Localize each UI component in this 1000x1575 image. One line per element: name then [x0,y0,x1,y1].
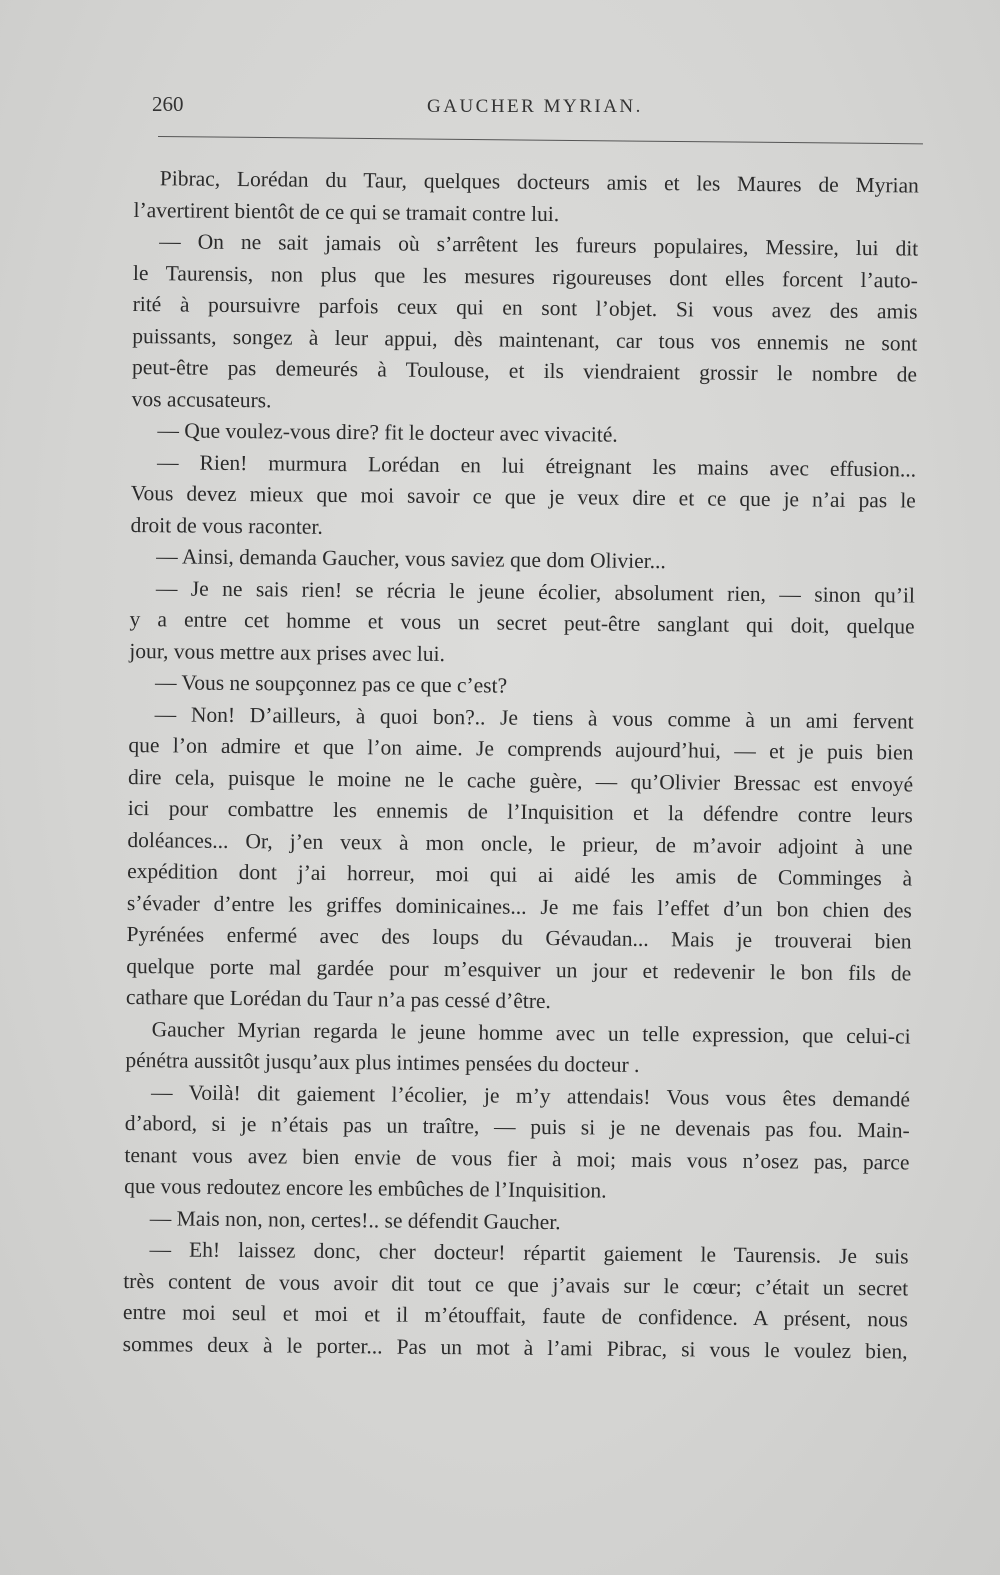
text-line: très content de vous avoir dit tout ce que j’avais sur le cœur; c’était un secret [123,1268,909,1300]
text-line: que vous redoutez encore les embûches de l’Inquisition. [124,1173,607,1203]
text-line: d’abord, si je n’étais pas un traître, — puis si je ne devenais pas fou. Main- [124,1110,910,1143]
text-line: — Mais non, non, certes!.. se défendit Gaucher. [149,1205,561,1234]
text-line: entre moi seul et moi et il m’étouffait, faute de confidence. A présent, nous [122,1299,909,1332]
text-line: Pibrac, Lorédan du Taur, quelques docteurs amis et les Maures de Myrian [159,166,919,198]
text-line: — On ne sait jamais où s’arrêtent les fureurs populaires, Messire, lui dit [159,229,919,261]
text-line: — Rien! murmura Lorédan en lui étreignant les mains avec effusion... [157,449,917,482]
text-line: expédition dont j’ai horreur, moi qui ai aidé les amis de Comminges à [127,858,913,891]
header-rule [158,136,923,144]
text-line: — Je ne sais rien! se récria le jeune écolier, absolument rien, — sinon qu’il [155,575,916,608]
text-line: l’avertirent bientôt de ce qui se tramait contre lui. [133,197,560,226]
text-line: peut-être pas demeurés à Toulouse, et ils viendraient grossir le nombre de [131,354,918,387]
header-title: GAUCHER MYRIAN. [427,96,643,117]
text-line: ici pour combattre les ennemis de l’Inquisition et la défendre contre leurs [127,795,913,828]
text-line: s’évader d’entre les griffes dominicaines... Je me fais l’effet d’un bon chien des [126,890,912,923]
text-line: — Vous ne soupçonnez pas ce que c’est? [154,670,508,698]
text-line: dire cela, puisque le moine ne le cache guère, — qu’Olivier Bressac est envoyé [127,764,914,797]
text-line: — Non! D’ailleurs, à quoi bon?.. Je tiens à vous comme à un ami fervent [154,701,914,734]
text-line: le Taurensis, non plus que les mesures rigoureuses dont elles forcent l’auto- [132,260,919,293]
body-text [123,163,919,1367]
text-line: jour, vous mettre aux prises avec lui. [129,638,446,666]
page-number: 260 [152,92,184,116]
text-line: rité à poursuivre parfois ceux qui en sont l’objet. Si vous avez des amis [132,291,918,324]
text-line: droit de vous raconter. [130,512,323,539]
text-line: vos accusateurs. [131,386,272,412]
text-line: doléances... Or, j’en veux à mon oncle, le prieur, de m’avoir adjoint à une [127,827,913,860]
text-line: — Eh! laissez donc, cher docteur! répartit gaiement le Taurensis. Je suis [149,1237,909,1269]
text-line: Vous devez mieux que moi savoir ce que je veux dire et ce que je n’ai pas le [130,480,916,513]
running-head [152,92,922,122]
text-line: — Ainsi, demanda Gaucher, vous saviez que dom Olivier... [156,544,666,574]
text-line: sommes deux à le porter... Pas un mot à l’ami Pibrac, si vous le voulez bien, [122,1331,908,1363]
text-line: Gaucher Myrian regarda le jeune homme avec un telle expression, que celui-ci [151,1016,911,1048]
text-line: que l’on admire et que l’on aime. Je comprends aujourd’hui, — et je puis bien [128,732,914,765]
text-line: pénétra aussitôt jusqu’aux plus intimes pensées du docteur . [125,1047,640,1077]
text-line: puissants, songez à leur appui, dès maintenant, car tous vos ennemis ne sont [132,323,918,356]
text-line: quelque porte mal gardée pour m’esquiver un jour et redevenir le bon fils de [126,953,912,985]
text-line: tenant vous avez bien envie de vous fier à moi; mais vous n’osez pas, parce [124,1142,910,1174]
text-line: Pyrénées enfermé avec des loups du Gévaudan... Mais je trouverai bien [126,921,912,954]
text-line: — Voilà! dit gaiement l’écolier, je m’y attendais! Vous vous êtes demandé [150,1079,911,1111]
text-line: — Que voulez-vous dire? fit le docteur avec vivacité. [157,418,618,447]
text-line: y a entre cet homme et vous un secret peut-être sanglant qui doit, quelque [129,606,915,639]
text-line: cathare que Lorédan du Taur n’a pas cessé d’être. [125,984,551,1014]
